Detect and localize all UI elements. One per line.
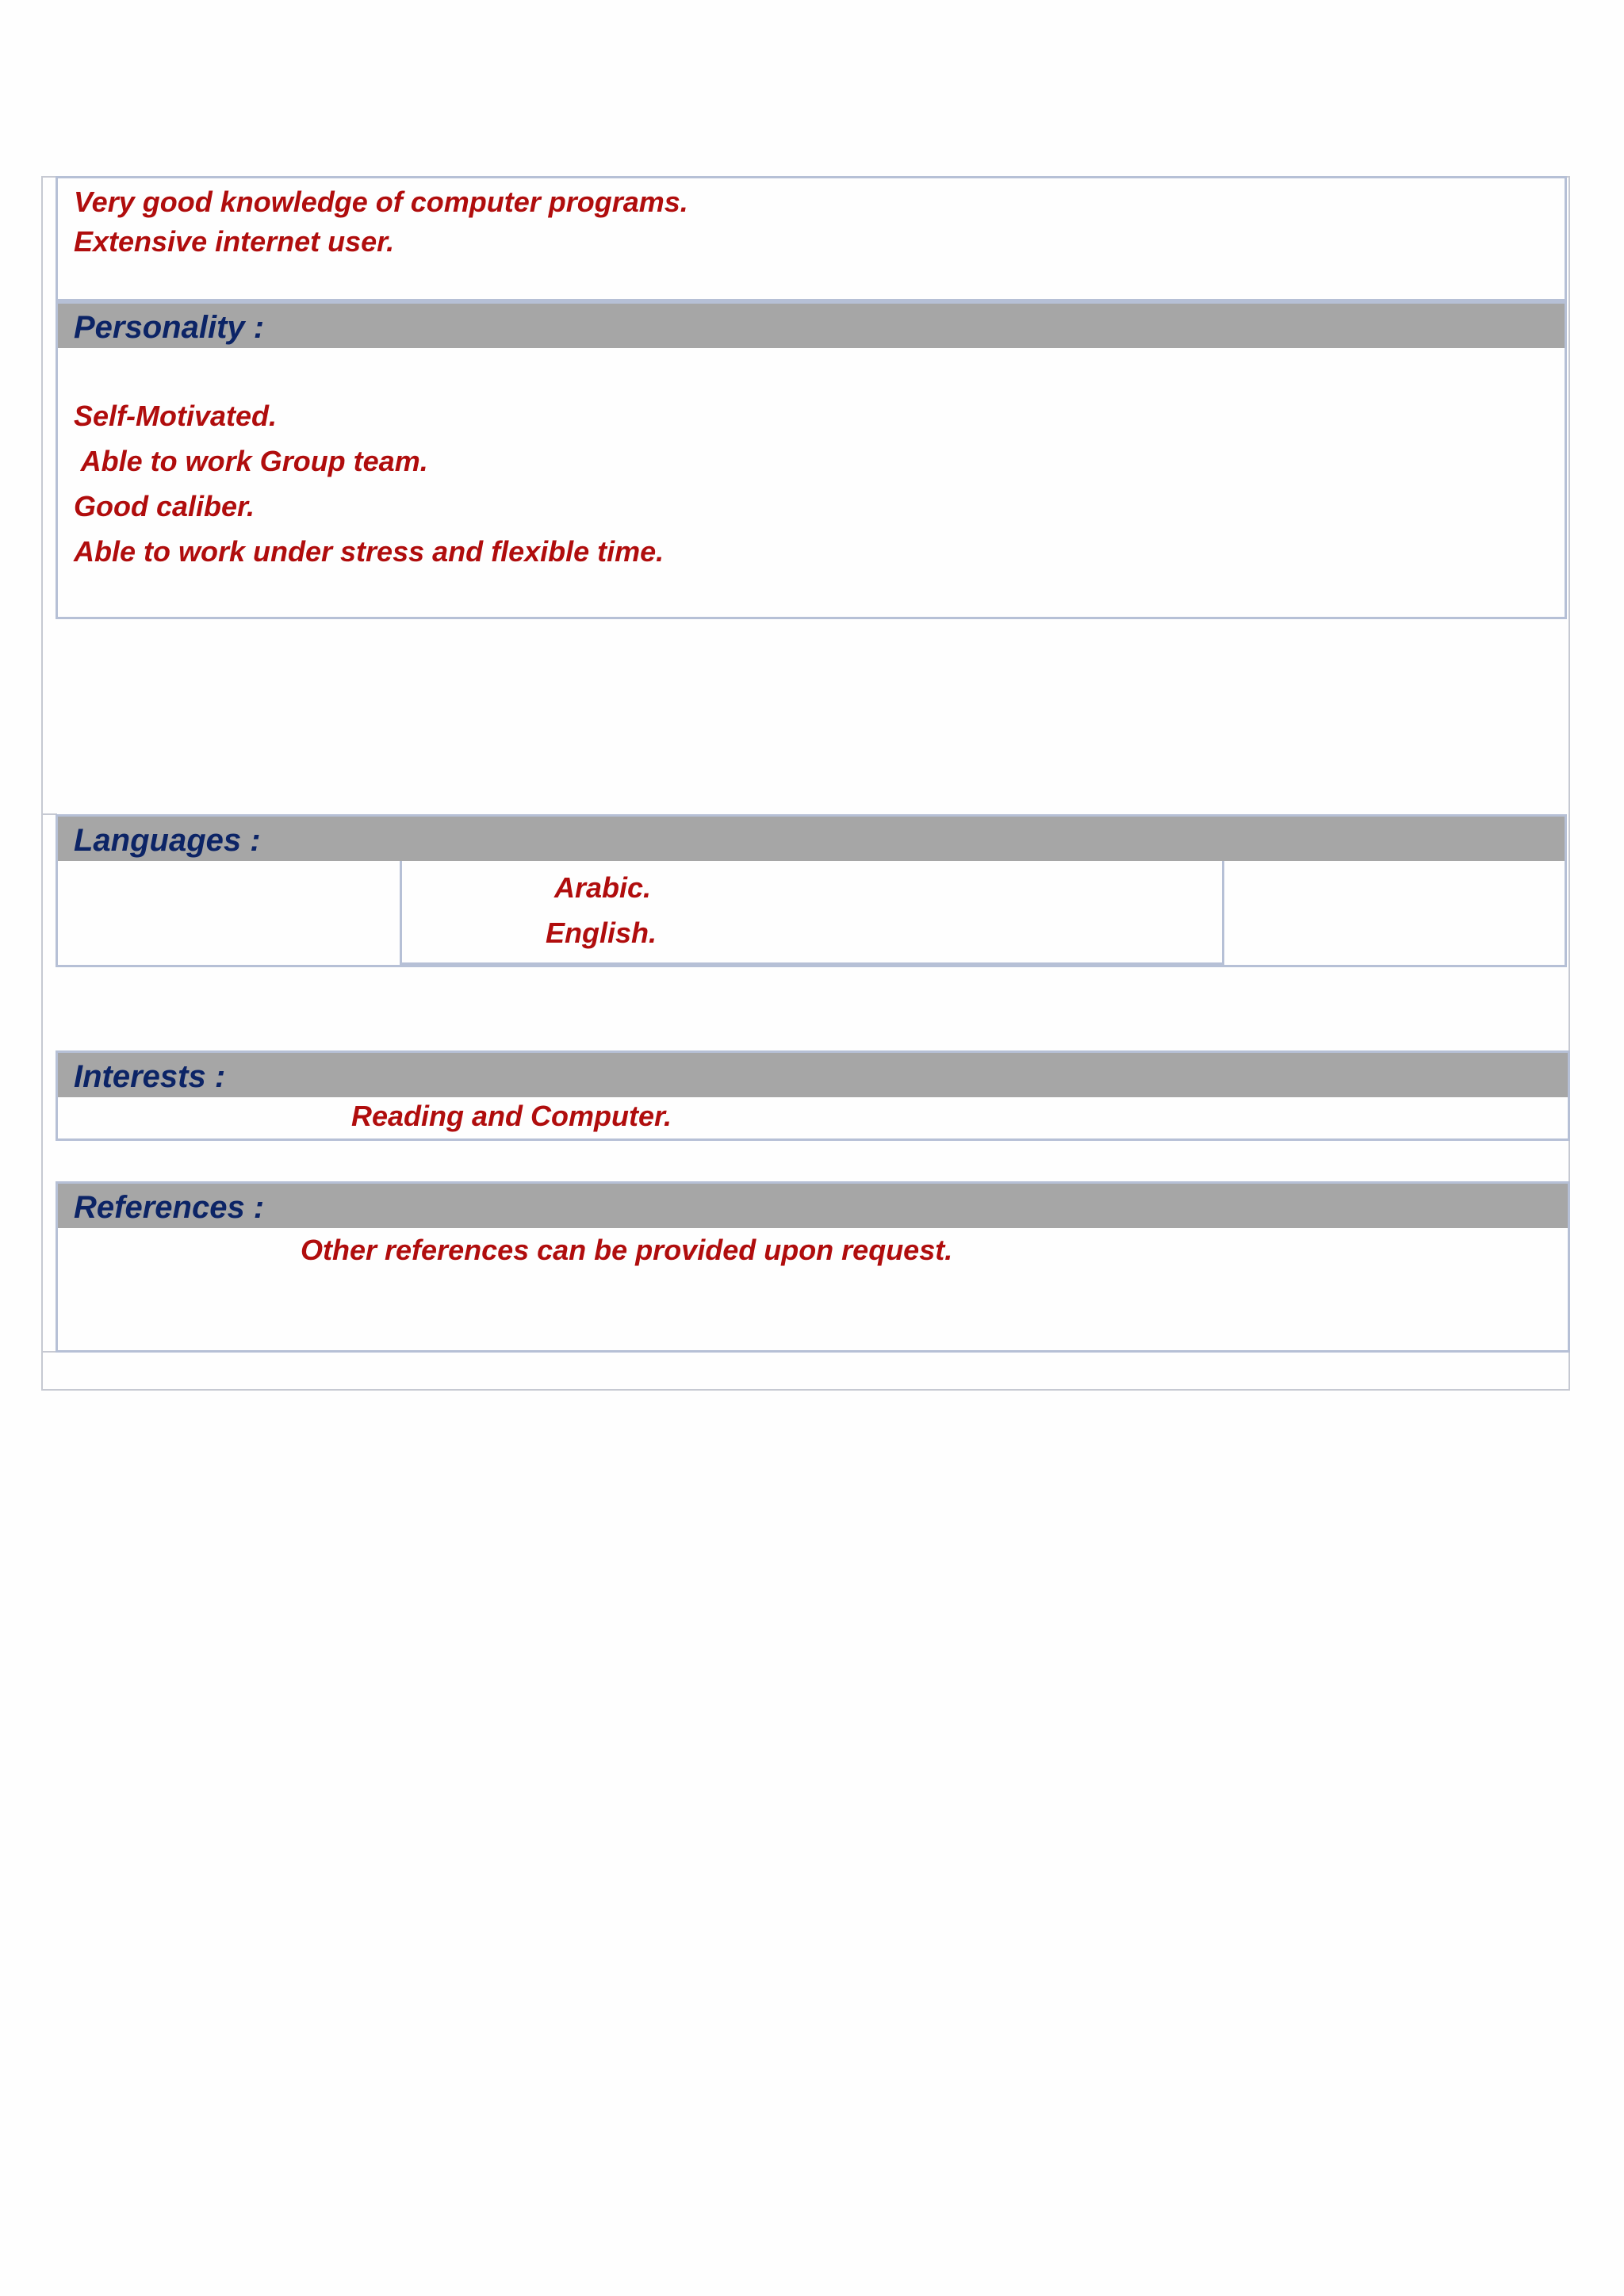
references-section xyxy=(56,1228,1570,1353)
personality-heading: Personality : xyxy=(74,310,265,345)
personality-item: Able to work Group team. xyxy=(74,445,428,477)
personality-item: Able to work under stress and flexible time. xyxy=(74,535,665,568)
languages-header xyxy=(56,814,1567,863)
interests-section xyxy=(56,1097,1570,1141)
personality-item: Self-Motivated. xyxy=(74,400,278,432)
personality-header xyxy=(56,301,1567,350)
languages-list-box xyxy=(400,861,1224,965)
personality-item: Good caliber. xyxy=(74,490,255,522)
skill-line: Extensive internet user. xyxy=(74,225,395,258)
personality-section xyxy=(56,348,1567,619)
skills-section xyxy=(56,176,1567,301)
frame-divider-top xyxy=(41,813,57,815)
interests-text: Reading and Computer. xyxy=(351,1100,672,1132)
language-item: Arabic. xyxy=(554,871,652,904)
references-header xyxy=(56,1181,1570,1230)
interests-heading: Interests : xyxy=(74,1059,226,1094)
languages-heading: Languages : xyxy=(74,823,261,858)
skill-line: Very good knowledge of computer programs. xyxy=(74,186,688,218)
language-item: English. xyxy=(546,916,657,949)
references-heading: References : xyxy=(74,1190,265,1225)
interests-header xyxy=(56,1050,1570,1100)
references-text: Other references can be provided upon request. xyxy=(301,1234,953,1266)
